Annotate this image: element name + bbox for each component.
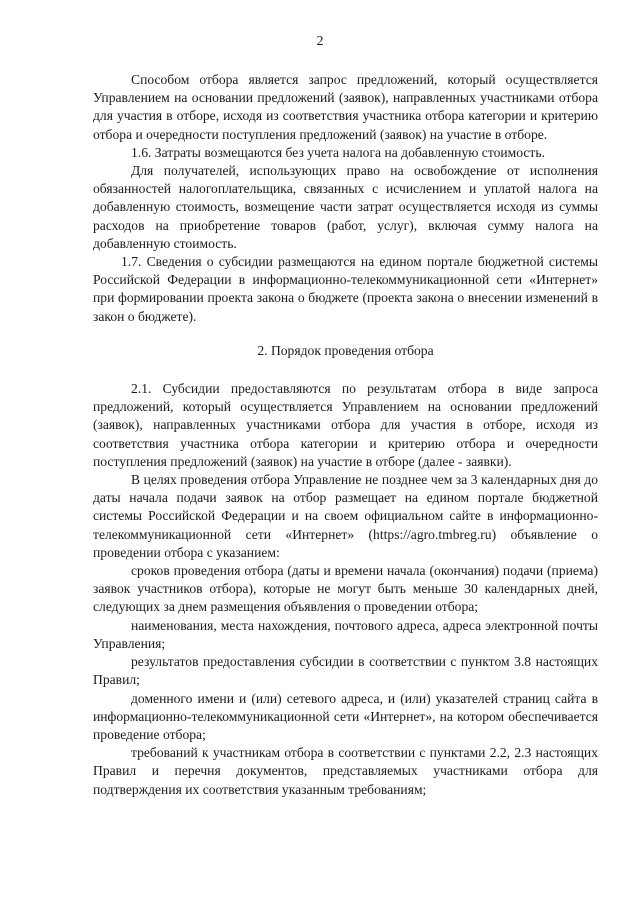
page-number: 2	[316, 34, 324, 49]
paragraph-address: наименования, места нахождения, почтового адреса, адреса электронной почты Управления;	[93, 617, 598, 651]
paragraph-1-6: 1.6. Затраты возмещаются без учета налога на добавленную стоимость.	[131, 144, 545, 160]
paragraph-domain: доменного имени и (или) сетевого адреса, и (или) указателей страниц сайта в информационно-телекоммуникационной сети «Интернет», на котором обеспечивается проведение отбора;	[93, 690, 598, 742]
paragraph-1-7: 1.7. Сведения о субсидии размещаются на едином портале бюджетной системы Российской Федерации в информационно-телекоммуникационной сети «Интернет» при формировании проекта закона о бюджете (проекта закона о внесении изменений в закон о бюджете).	[93, 254, 598, 324]
paragraph-announcement: В целях проведения отбора Управление не позднее чем за 3 календарных дня до даты начала подачи заявок на отбор размещает на едином портале бюджетной системы Российской Федерации и на своем официальном сайте в информационно-телекоммуникационной сети «Интернет» (https://agro.tmbreg.ru) объявление о проведении отбора с указанием:	[93, 472, 598, 560]
paragraph-2-1: 2.1. Субсидии предоставляются по результатам отбора в виде запроса предложений, который осуществляется Управлением на основании предложений (заявок), направленных участниками отбора для участия в отборе, исходя из соответствия участника отбора категории и критерию отбора и очередности поступления предложений (заявок) на участие в отборе (далее - заявки).	[93, 381, 598, 469]
paragraph-requirements: требований к участникам отбора в соответствии с пунктами 2.2, 2.3 настоящих Правил и перечня документов, представляемых участниками отбора для подтверждения их соответствия указанным требованиям;	[93, 745, 598, 797]
section-heading: 2. Порядок проведения отбора	[257, 342, 434, 358]
paragraph-vat-exemption: Для получателей, использующих право на освобождение от исполнения обязанностей налогоплательщика, связанных с исчислением и уплатой налога на добавленную стоимость, возмещение части затрат осуществляется исходя из суммы расходов на приобретение товаров (работ, услуг), включая сумму налога на добавленную стоимость.	[93, 163, 598, 251]
paragraph-deadlines: сроков проведения отбора (даты и времени начала (окончания) подачи (приема) заявок участников отбора), которые не могут быть меньше 30 календарных дней, следующих за днем размещения объявления о проведении отбора;	[93, 563, 598, 615]
paragraph-results: результатов предоставления субсидии в соответствии с пунктом 3.8 настоящих Правил;	[93, 654, 598, 688]
paragraph-selection-method: Способом отбора является запрос предложений, который осуществляется Управлением на основании предложений (заявок), направленных участниками отбора для участия в отборе, исходя из соответствия участника отбора категории и критерию отбора и очередности поступления предложений (заявок) на участие в отборе.	[93, 72, 598, 142]
document-body	[93, 71, 598, 799]
